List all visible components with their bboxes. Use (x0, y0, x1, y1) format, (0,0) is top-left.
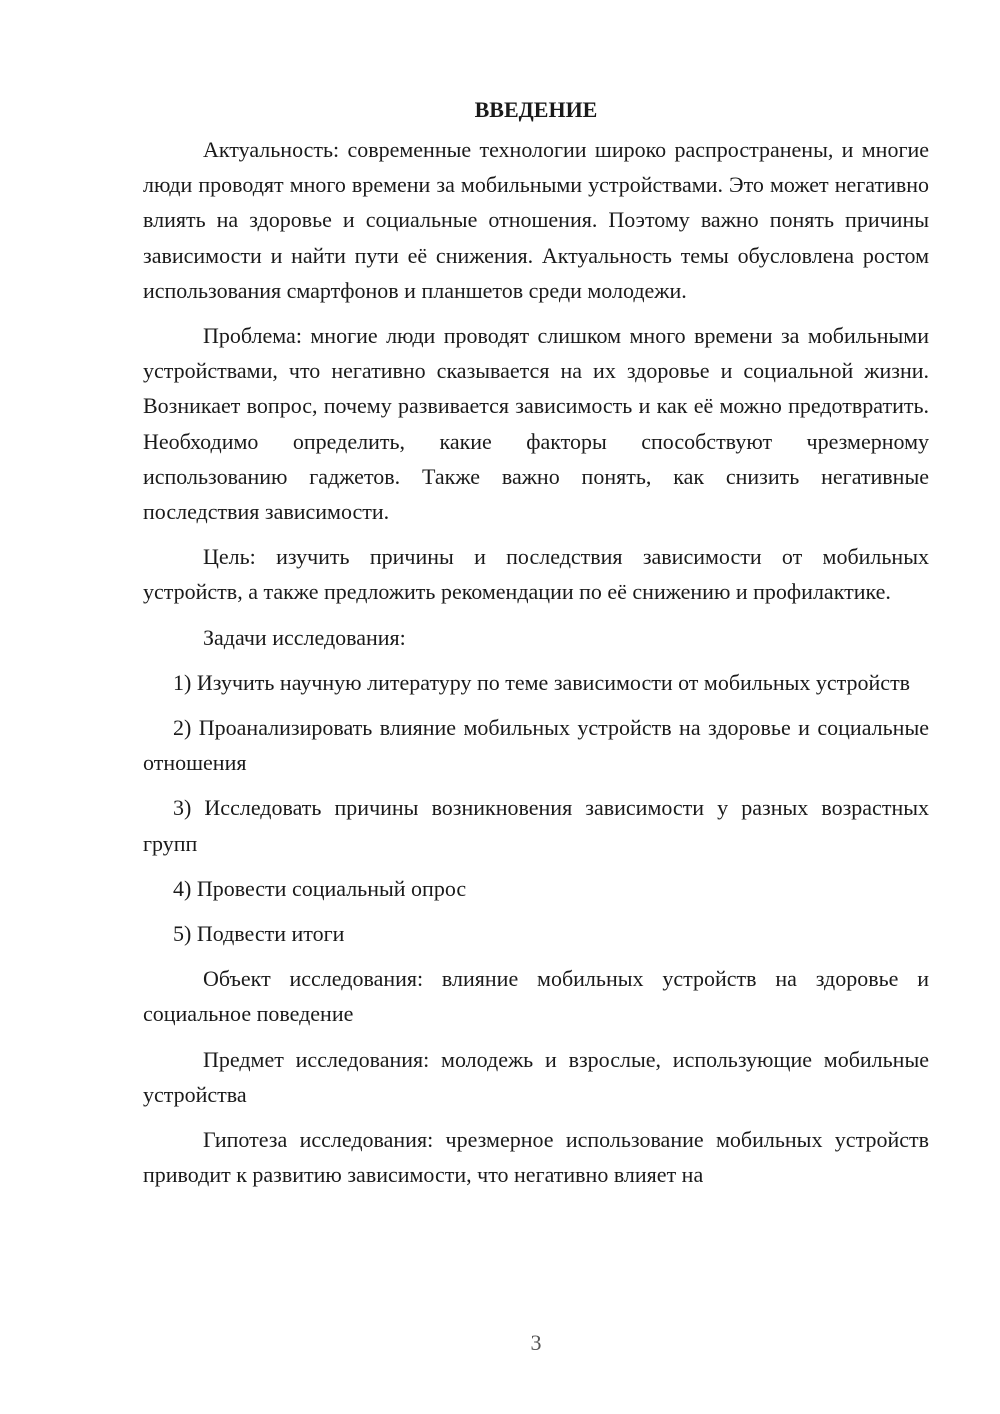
list-item: 5) Подвести итоги (173, 921, 345, 947)
paragraph-hypothesis: Гипотеза исследования: чрезмерное использование мобильных устройств приводит к развитию зависимости, что негативно влияет на (143, 1127, 929, 1188)
paragraph-problem: Проблема: многие люди проводят слишком много времени за мобильными устройствами, что негативно сказывается на их здоровье и социальной жизни. Возникает вопрос, почему развивается зависимость и как её можно предотвратить. Необходимо определить, какие факторы способствуют чрезмерному использованию гаджетов. Также важно понять, как снизить негативные последствия зависимости. (143, 323, 929, 525)
paragraph-relevance: Актуальность: современные технологии широко распространены, и многие люди проводят много времени за мобильными устройствами. Это может негативно влиять на здоровье и социальные отношения. Поэтому важно понять причины зависимости и найти пути её снижения. Актуальность темы обусловлена ростом использования смартфонов и планшетов среди молодежи. (143, 137, 929, 303)
page-title: ВВЕДЕНИЕ (474, 97, 598, 122)
paragraph-subject: Предмет исследования: молодежь и взрослые, использующие мобильные устройства (143, 1046, 929, 1107)
paragraph-object: Объект исследования: влияние мобильных устройств на здоровье и социальное поведение (143, 966, 929, 1027)
tasks-heading: Задачи исследования: (203, 624, 406, 650)
list-item: 3) Исследовать причины возникновения зависимости у разных возрастных групп (143, 795, 929, 856)
paragraph-goal: Цель: изучить причины и последствия зависимости от мобильных устройств, а также предложить рекомендации по её снижению и профилактике. (143, 544, 929, 605)
list-item: 4) Провести социальный опрос (173, 875, 467, 901)
page-number: 3 (530, 1330, 542, 1355)
document-page (143, 92, 929, 1202)
list-item: 1) Изучить научную литературу по теме зависимости от мобильных устройств (173, 669, 911, 695)
list-item: 2) Проанализировать влияние мобильных устройств на здоровье и социальные отношения (143, 715, 929, 776)
